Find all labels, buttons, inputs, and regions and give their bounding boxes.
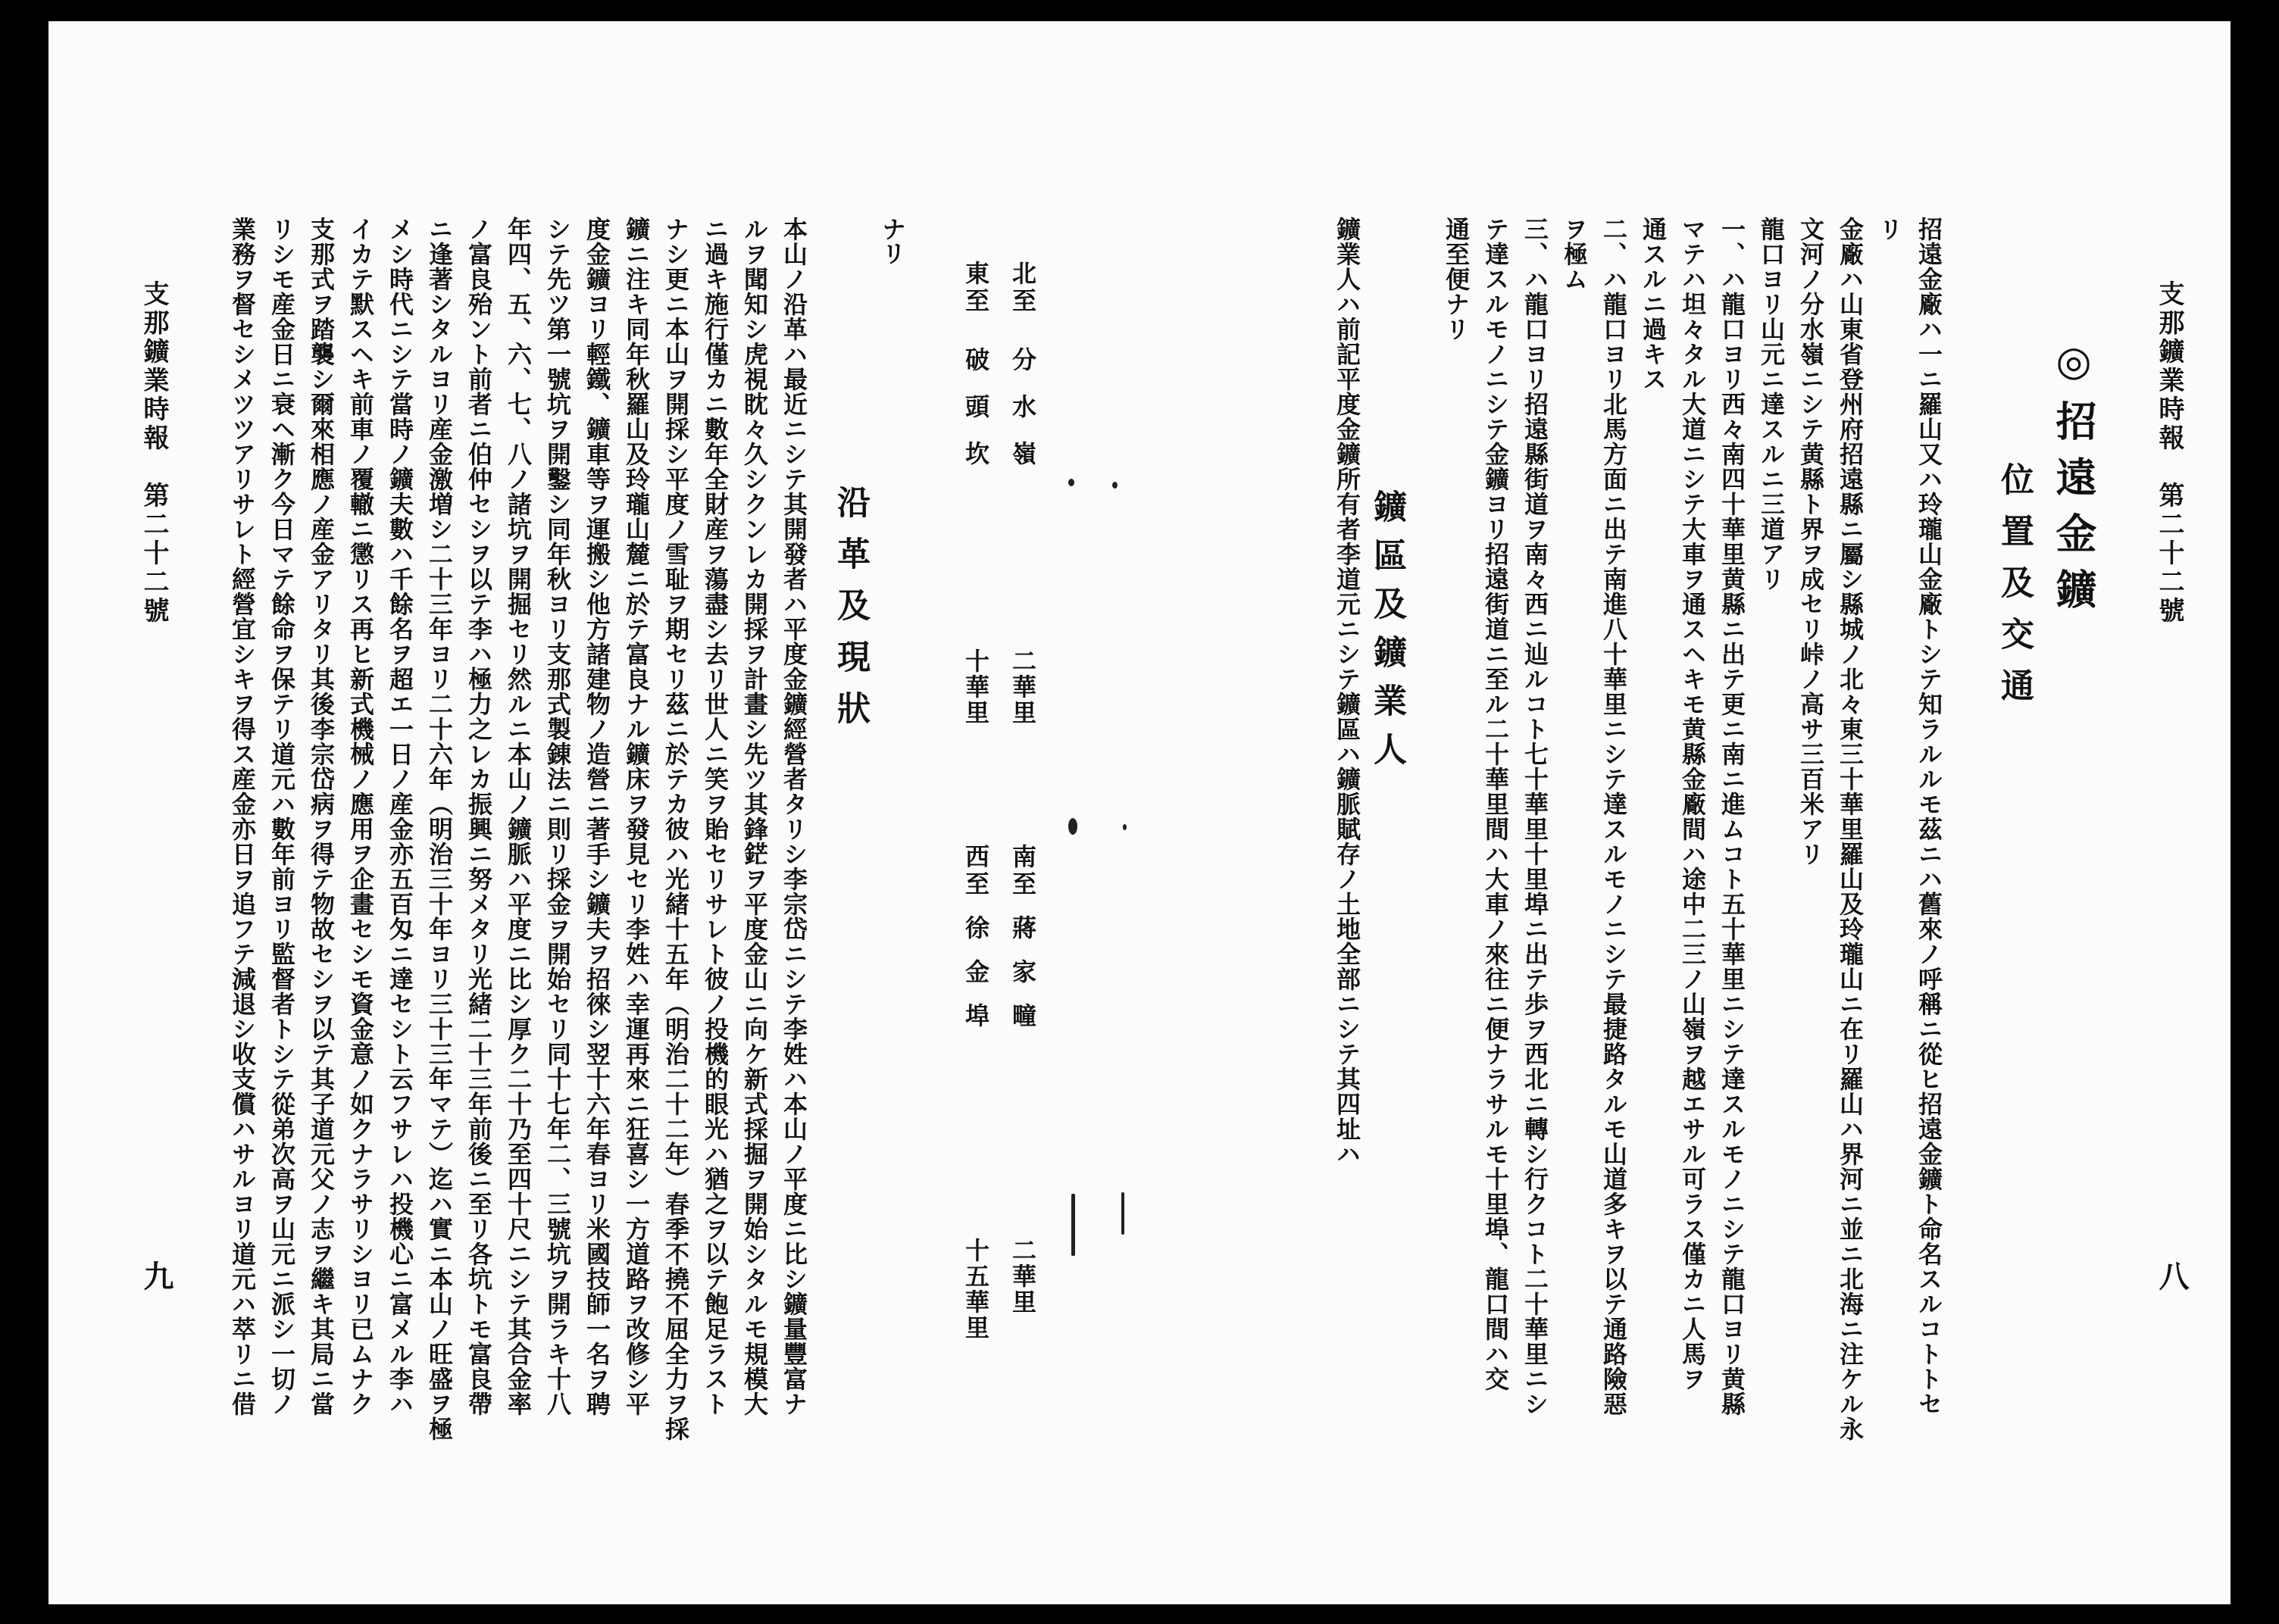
- text-line: シテ先ツ第一號坑ヲ開鑿シ同年秋ヨリ支那式製錬法ニ則リ採金ヲ開始セリ同十七年二、三號坑ヲ開ラキ十八: [543, 217, 572, 1416]
- text-line: ニ過キ施行僅カニ數年全財産ヲ蕩盡シ去リ世人ニ笑ヲ貽セリサレト彼ノ投機的眼光ハ猶之ヲ以テ飽足ラスト: [701, 217, 730, 1416]
- text-line: ニ逢著シタルヨリ産金激増シ二十三年ヨリ二十六年（明治三十年ヨリ三十三年マテ）迄ハ實ニ本山ノ旺盛ヲ極: [425, 217, 454, 1441]
- text-line: イカテ默スヘキ前車ノ覆轍ニ懲リス再ヒ新式機械ノ應用ヲ企畫セシモ資金意ノ如クナラサリシヨリ已ムナク: [346, 217, 375, 1416]
- boundary-table: [935, 233, 1056, 1341]
- scanned-spread: [48, 21, 2231, 1604]
- scan-speck: [1068, 818, 1077, 835]
- text-line: 招遠金廠ハ一ニ羅山又ハ玲瓏山金廠トシテ知ラルルモ茲ニハ舊來ノ呼稱ニ從ヒ招遠金鑛ト命名スルコトトセ: [1915, 217, 1943, 1416]
- text-line: 通至便ナリ: [1442, 217, 1471, 342]
- article-title: ◎招遠金鑛: [2049, 336, 2098, 624]
- section-heading-mining-area: 鑛區及鑛業人: [1368, 489, 1406, 780]
- left-running-title: 支那鑛業時報 第二十二號: [139, 280, 169, 626]
- text-line: ルヲ聞知シ虎視眈々久シクンレカ開採ヲ計畫シ先ツ其鋒鋩ヲ平度金山ニ向ケ新式採掘ヲ開始シタルモ規模大: [740, 217, 769, 1416]
- section-history-body: [192, 217, 814, 1474]
- text-line: 鑛ニ注キ同年秋羅山及玲瓏山麓ニ於テ富良ナル鑛床ヲ發見セリ李姓ハ幸運再來ニ狂喜シ一方道路ヲ改修シ平: [622, 217, 651, 1416]
- text-line: マテハ坦々タル大道ニシテ大車ヲ通スヘキモ黄縣金廠間ハ途中二三ノ山嶺ヲ越エサル可ラス僅カニ人馬ヲ: [1678, 217, 1707, 1391]
- boundary-distance: 十華里: [961, 648, 990, 726]
- boundary-distance: 二華里: [1008, 1238, 1037, 1315]
- boundary-direction: 西至: [961, 844, 990, 898]
- text-line: 本山ノ沿革ハ最近ニシテ其開發者ハ平度金鑛經營者タリシ李宗岱ニシテ李姓ハ本山ノ平度ニ比シ鑛量豐富ナ: [780, 217, 808, 1416]
- text-line: 二、ハ龍口ヨリ北馬方面ニ出テ南進八十華里ニシテ達スルモノニシテ最捷路タルモ山道多キヲ以テ通路險惡: [1599, 217, 1628, 1416]
- text-line: リシモ産金日ニ衰ヘ漸ク今日マテ餘命ヲ保テリ道元ハ數年前ヨリ監督者トシテ從弟次高ヲ山元ニ派シ一切ノ: [267, 217, 296, 1416]
- boundary-place: 蔣家疃: [1008, 915, 1037, 1047]
- text-line: 年四、五、六、七、八ノ諸坑ヲ開掘セリ然ルニ本山ノ鑛脈ハ平度ニ比シ厚ク二十乃至四十尺ニシテ其合金率: [504, 217, 533, 1416]
- section-heading-history: 沿革及現狀: [831, 485, 870, 742]
- boundary-distance: 二華里: [1008, 648, 1037, 726]
- text-line: 業務ヲ督セシメツツアリサレト經營宜シキヲ得ス産金亦日ヲ追フテ減退シ收支償ハサルヨリ道元ハ萃リニ借: [228, 217, 257, 1416]
- scan-speck: [1121, 1192, 1124, 1235]
- text-line: リ: [1875, 217, 1904, 242]
- scan-speck: [1123, 824, 1127, 830]
- text-line: 度金鑛ヨリ輕鐵、鑛車等ヲ運搬シ他方諸建物ノ造營ニ著手シ鑛夫ヲ招徠シ翌十六年春ヨリ米國技師一名ヲ聘: [583, 217, 611, 1416]
- scan-speck: [1068, 479, 1074, 486]
- scan-speck: [1112, 482, 1118, 489]
- text-line: 一、ハ龍口ヨリ西々南四十華里黄縣ニ出テ更ニ南ニ進ムコト五十華里ニシテ達スルモノニシテ龍口ヨリ黄縣: [1718, 217, 1746, 1416]
- section-location-body: [1418, 217, 1949, 1474]
- text-line: ノ富良殆ント前者ニ伯仲セシヲ以テ李ハ極力之レカ振興ニ努メタリ光緒二十三年前後ニ至リ各坑トモ富良帶: [464, 217, 493, 1416]
- boundary-place: 徐金埠: [961, 915, 990, 1047]
- text-line: テ達スルモノニシテ金鑛ヨリ招遠街道ニ至ル二十華里間ハ大車ノ來往ニ便ナラサルモ十里埠、龍口間ハ交: [1481, 217, 1510, 1391]
- section-mining-area-body: [1321, 217, 1367, 1474]
- text-line: ヲ極ム: [1560, 217, 1589, 292]
- boundary-place: 分水嶺: [1008, 347, 1037, 488]
- text-line: 龍口ヨリ山元ニ達スルニ三道アリ: [1757, 217, 1786, 592]
- boundary-tail: ナリ: [878, 217, 907, 265]
- text-line: 通スルニ過キス: [1639, 217, 1668, 392]
- section-heading-location: 位置及交通: [1995, 462, 2034, 720]
- text-line: 金廠ハ山東省登州府招遠縣ニ屬シ縣城ノ北々東三十華里羅山及玲瓏山ニ在リ羅山ハ界河ニ並ニ北海ニ注ケル永: [1836, 217, 1865, 1441]
- scan-speck: [1071, 1194, 1075, 1256]
- text-line: 文河ノ分水嶺ニシテ黄縣ト界ヲ成セリ峠ノ高サ三百米アリ: [1796, 217, 1825, 867]
- boundary-distance: 十五華里: [961, 1238, 990, 1341]
- text-line: メシ時代ニシテ當時ノ鑛夫數ハ千餘名ヲ超エ一日ノ産金亦五百匁ニ達セシト云フサレハ投機心ニ富メル李ハ: [386, 217, 414, 1416]
- text-line: 鑛業人ハ前記平度金鑛所有者李道元ニシテ鑛區ハ鑛脈賦存ノ土地全部ニシテ其四址ハ: [1333, 217, 1361, 1166]
- right-running-title: 支那鑛業時報 第二十二號: [2154, 280, 2184, 626]
- boundary-place: 破頭坎: [961, 347, 990, 488]
- boundary-direction: 北至: [1008, 261, 1037, 315]
- left-page-number: 九: [139, 1260, 174, 1291]
- text-line: 三、ハ龍口ヨリ招遠縣街道ヲ南々西ニ辿ルコト七十華里十里埠ニ出テ歩ヲ西北ニ轉シ行クコト二十華里ニシ: [1521, 217, 1549, 1416]
- boundary-direction: 東至: [961, 261, 990, 315]
- text-line: 支那式ヲ踏襲シ爾來相應ノ産金アリタリ其後李宗岱病ヲ得テ物故セシヲ以テ其子道元父ノ志ヲ繼キ其局ニ當: [307, 217, 336, 1416]
- boundary-direction: 南至: [1008, 844, 1037, 898]
- text-line: ナシ更ニ本山ヲ開採シ平度ノ雪耻ヲ期セリ茲ニ於テカ彼ハ光緒十五年（明治二十二年）春季不撓不屈全力ヲ採: [661, 217, 690, 1441]
- right-page-number: 八: [2154, 1260, 2190, 1291]
